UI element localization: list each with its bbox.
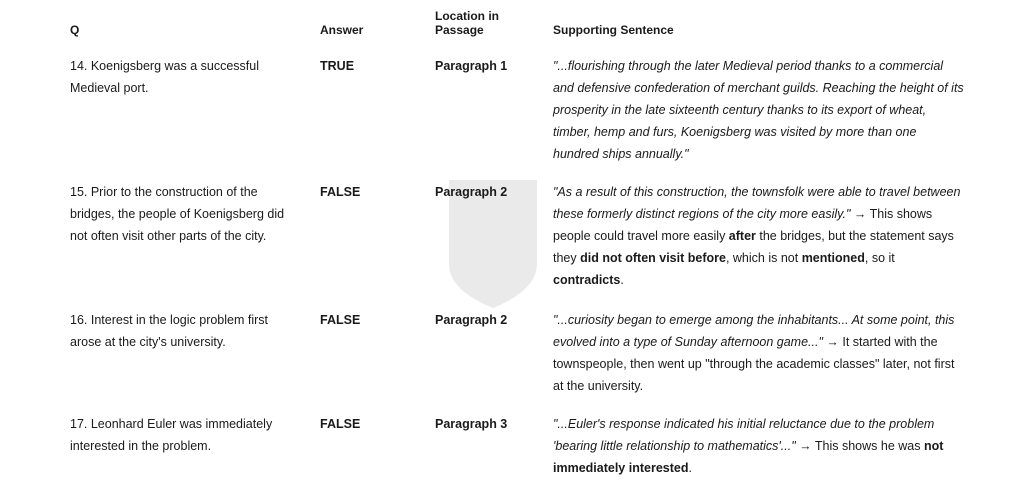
supporting-14 [553, 55, 965, 165]
answer-17: FALSE [320, 417, 361, 431]
question-14: 14. Koenigsberg was a successful Medieval port. [70, 59, 259, 95]
location-15: Paragraph 2 [435, 185, 508, 199]
header-location: Location in Passage [435, 9, 499, 37]
location-14: Paragraph 1 [435, 59, 508, 73]
location-16: Paragraph 2 [435, 313, 508, 327]
explanation-text: , so it [864, 251, 895, 265]
explanation-text: , which is not [725, 251, 802, 265]
header-answer: Answer [320, 23, 364, 37]
answer-16: FALSE [320, 313, 361, 327]
explanation-text: → This shows he was [795, 439, 924, 453]
emphasis-text: after [728, 229, 756, 243]
header-supporting: Supporting Sentence [553, 23, 674, 37]
question-15: 15. Prior to the construction of the bridges, the people of Koenigsberg did not often visit other parts of the city. [70, 185, 285, 243]
explanation-text: . [620, 273, 624, 287]
emphasis-text: contradicts [553, 273, 621, 287]
emphasis-text: not immediately interested [553, 439, 944, 475]
question-17: 17. Leonhard Euler was immediately interested in the problem. [70, 417, 273, 453]
header-q: Q [70, 23, 80, 37]
question-16: 16. Interest in the logic problem first arose at the city's university. [70, 313, 269, 349]
quote-text: "...Euler's response indicated his initial reluctance due to the problem 'bearing little relationship to mathematics'..." [553, 417, 935, 453]
location-17: Paragraph 3 [435, 417, 508, 431]
explanation-text: . [688, 461, 692, 475]
explanation-text: the bridges, but the statement says they [553, 229, 954, 265]
emphasis-text: mentioned [801, 251, 865, 265]
quote-text: "...flourishing through the later Medieval period thanks to a commercial and defensive confederation of merchant guilds. Reaching the height of its prosperity in the late sixteenth century thanks to its export of wheat, timber, hemp and furs, Koenigsberg was visited by more than one hundred ships annually." [553, 59, 964, 161]
supporting-15 [553, 181, 965, 291]
supporting-16 [553, 309, 965, 397]
emphasis-text: did not often visit before [580, 251, 726, 265]
explanation-text: → It started with the townspeople, then went up "through the academic classes" later, not first at the university. [553, 335, 955, 393]
supporting-17 [553, 413, 965, 479]
explanation-text: → This shows people could travel more easily [553, 207, 933, 243]
answer-15: FALSE [320, 185, 361, 199]
answer-14: TRUE [320, 59, 355, 73]
quote-text: "...curiosity began to emerge among the inhabitants... At some point, this evolved into a type of Sunday afternoon game..." [553, 313, 955, 349]
quote-text: "As a result of this construction, the townsfolk were able to travel between these formerly distinct regions of the city more easily." [553, 185, 961, 221]
